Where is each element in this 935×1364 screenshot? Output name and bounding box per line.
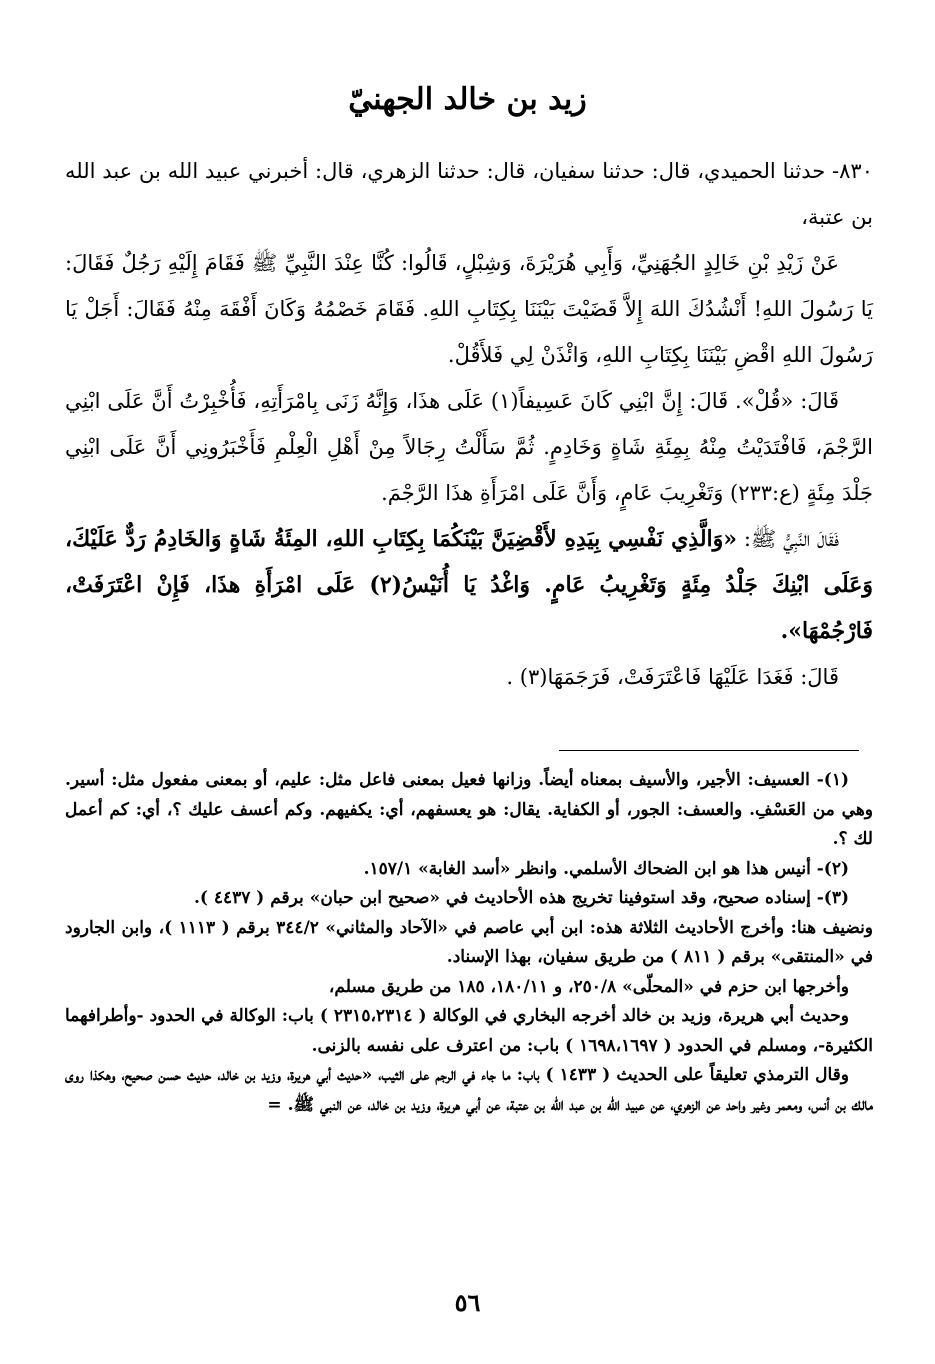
hadith-paragraph: قَالَ: «قُلْ». قَالَ: إِنَّ ابْنِي كَانَ عَسِيفاً(١) عَلَى هذَا، وَإِنَّهُ زَنَى بِامْرَأَتِهِ، فَأُخْبِرْتُ أَنَّ عَلَى ابْنِي الرَّجْمَ، فَافْتَدَيْتُ مِنْهُ بِمِئَةِ شَاةٍ وَخَادِمٍ. ثُمَّ سَأَلْتُ رِجَالاً مِنْ أَهْلِ الْعِلْمِ فَأَخْبَرُونِي أَنَّ عَلَى ابْنِي جَلْدَ مِئَةٍ (ع:٢٣٣) وَتَغْرِيبَ عَامٍ، وَأَنَّ عَلَى امْرَأَةِ هذَا الرَّجْمَ. (65, 389, 873, 505)
prophet-saying-paragraph (65, 516, 873, 654)
prophet-saying: «وَالَّذِي نَفْسِي بِيَدِهِ لأَقْضِيَنَّ بَيْنَكُمَا بِكِتَابِ اللهِ، المِئَةُ شَاةٍ وَالخَادِمُ رَدٌّ عَلَيْكَ، وَعَلَى ابْنِكَ جَلْدُ مِئَةٍ وَتَغْرِيبُ عَامٍ. وَاغْدُ يَا أُنَيْسُ(٢) عَلَى امْرَأَةِ هذَا، فَإِنْ اعْتَرَفَتْ، فَارْجُمْهَا». (65, 526, 873, 644)
footnote-divider (559, 750, 859, 751)
footnote: ونضيف هنا: وأخرج الأحاديث الثلاثة هذه: ابن أبي عاصم في «الآحاد والمثاني» ٣٤٤/٢ برقم ( ١١١٣ )، وابن الجارود في «المنتقى» برقم ( ٨١١ ) من طريق سفيان، بهذا الإسناد. (65, 917, 874, 967)
hadith-paragraph: عَنْ زَيْدِ بْنِ خَالِدٍ الجُهَنِيِّ، وَأَبِي هُرَيْرَةَ، وَشِبْلٍ، قَالُوا: كُنَّا عِنْدَ النَّبِيِّ ﷺ فَقَامَ إِلَيْهِ رَجُلٌ فَقَالَ: يَا رَسُولَ اللهِ! أَنْشُدُكَ اللهَ إِلاَّ قَضَيْتَ بَيْنَنَا بِكِتَابِ اللهِ. فَقَامَ خَصْمُهُ وَكَانَ أَفْقَهَ مِنْهُ فَقَالَ: أَجَلْ يَا رَسُولَ اللهِ اقْضِ بَيْنَنَا بِكِتَابِ اللهِ، وَائْذَنْ لِي فَلأَقُلْ. (65, 251, 873, 367)
isnad-paragraph: ٨٣٠- حدثنا الحميدي، قال: حدثنا سفيان، قال: حدثنا الزهري، قال: أخبرني عبيد الله بن عبد الله بن عتبة، (65, 159, 873, 229)
footnotes (65, 766, 873, 1120)
footnote: (٣)- إسناده صحيح، وقد استوفينا تخريج هذه الأحاديث في «صحيح ابن حبان» برقم ( ٤٤٣٧ ). (193, 888, 849, 908)
footnote: (٢)- أنيس هذا هو ابن الضحاك الأسلمي. وانظر «أسد الغابة» ١٥٧/١. (363, 858, 849, 879)
closing-paragraph: قَالَ: فَغَدَا عَلَيْهَا فَاعْتَرَفَتْ، فَرَجَمَهَا(٣) . (506, 665, 839, 689)
footnote: وحديث أبي هريرة، وزيد بن خالد أخرجه البخاري في الوكالة ( ٢٣١٥،٢٣١٤ ) باب: الوكالة في الحدود -وأطرافهما الكثيرة-، ومسلم في الحدود ( ١٦٩٨،١٦٩٧ ) باب: من اعترف على نفسه بالزنى. (65, 1006, 873, 1056)
prophet-intro: فَقَالَ النَّبِيُّ ﷺ: (743, 527, 839, 551)
footnote: (١)- العسيف: الأجير، والأسيف بمعناه أيضاً. وزانها فعيل بمعنى فاعل مثل: عليم، أو بمعنى مفعول مثل: أسير. وهي من العَسْفِ. والعسف: الجور، أو الكفاية. يقال: هو يعسفهم، أي: يكفيهم. وكم أعسف عليك ؟، أي: كم أعمل لك ؟. (65, 770, 873, 849)
footnote: وأخرجها ابن حزم في «المحلّى» ٢٥٠/٨، و ١٨٠/١١، ١٨٥ من طريق مسلم، (328, 976, 849, 997)
footnote: وقال الترمذي تعليقاً على الحديث ( ١٤٣٣ ) باب: ما جاء في الرجم على الثيب، «حديث أبي هريرة، وزيد بن خالد، حديث حسن صحيح، وهكذا روى مالك بن أنس، ومعمر وغير واحد عن الزهري، عن عبيد الله بن عبد الله بن عتبة، عن أبي هريرة، وزيد بن خالد، عن النبي ﷺ. = (65, 1065, 873, 1115)
page-title: زيد بن خالد الجهنيّ (348, 82, 587, 117)
page-number: ٥٦ (454, 1288, 481, 1317)
main-text (65, 148, 873, 700)
